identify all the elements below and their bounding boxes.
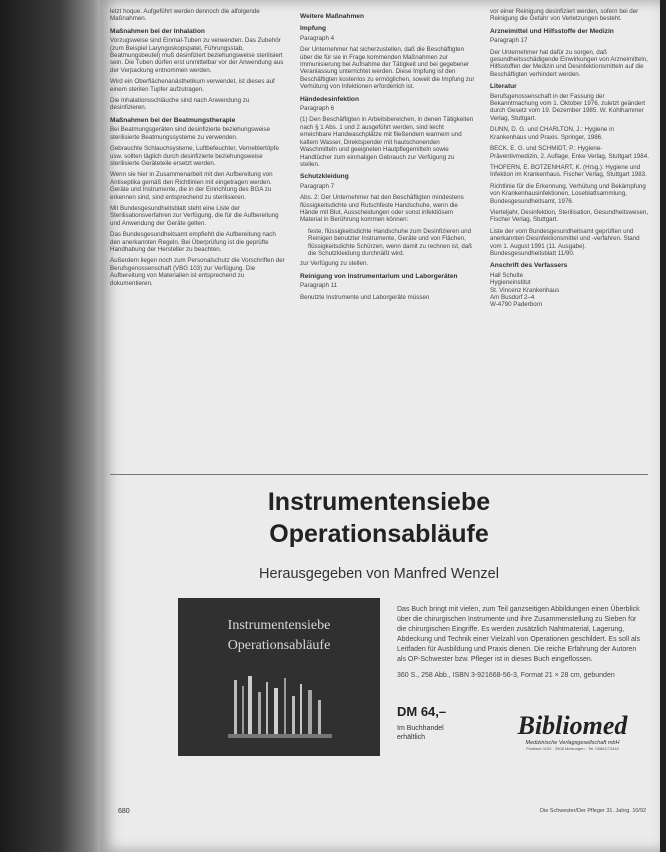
book-cover-title (178, 616, 380, 656)
paragraph: Benutzte Instrumente und Laborgeräte müssen (300, 293, 430, 301)
ad-title-line: Operationsabläufe (269, 520, 489, 548)
author-address-line: Am Busdorf 2–4 (490, 294, 535, 301)
section-heading: Maßnahmen bei der Beatmungstherapie (110, 116, 236, 124)
list-item: • feste, flüssigkeitsdichte Handschuhe zum Desinfizieren und Reinigen benutzter Instrumente, Geräte und von Flächen, (308, 228, 475, 243)
column-intro: letzt hoque. Aufgeführt werden dennoch die alfolgende Maßnahmen. (110, 8, 260, 23)
section-heading: Maßnahmen bei der Inhalation (110, 27, 205, 35)
paragraph: Außerdem liegen noch zum Personalschutz die Vorschriften der Berufsgenossenschaft (VBG 103) zur Verfügung. Die Aufbereitung von Materialien ist entsprechend zu dokumentieren. (110, 257, 285, 287)
paragraph-ref: Paragraph 6 (300, 105, 335, 113)
bullet-list (300, 228, 475, 258)
literature-entry: BECK, E. G. und SCHMIDT, P.: Hygiene-Präventivmedizin, 2. Auflage, Enke Verlag, Stuttgart 1984. (490, 145, 649, 160)
list-item: • flüssigkeitsdichte Schürzen, wenn damit zu rechnen ist, daß die Schutzkleidung durchnäßt wird. (308, 243, 475, 258)
author-address-line: St. Vincenz Krankenhaus (490, 286, 560, 294)
ad-title (110, 486, 648, 550)
section-heading: Weitere Maßnahmen (300, 13, 364, 20)
paragraph: Bei Beatmungsgeräten sind desinfizierte beziehungsweise sterilisierte Beatmungssysteme zu verwenden. (110, 126, 270, 141)
section-heading: Arzneimittel und Hilfsstoffe der Medizin (490, 27, 614, 35)
paragraph: Vorzugsweise sind Einmal-Tuben zu verwenden. Das Zubehör (zum Beispiel Laryngoskopspatel, Führungsstab, Beatmungsbeutel) muß desinfiziert beziehungsweise sterilisiert sein. Die Tuben dürfen erst unmittelbar vor der Anwendung aus der Verpackung entnommen werden. (110, 37, 284, 74)
section-heading: Schutzkleidung (300, 173, 349, 181)
book-cover (178, 598, 380, 756)
ad-subtitle: Herausgegeben von Manfred Wenzel (259, 566, 499, 582)
paragraph: Wenn sie hier in Zusammenarbeit mit den Aufbereitung von Antiseptika gemäß den Richtlinien mit eingetragen werden. Geräte und Instrumente, die in der Einrichtung des BGA zu erkennen sind, sind entsprechend zu sterilisieren. (110, 171, 273, 201)
ad-title-line: Instrumentensiebe (267, 488, 491, 516)
literature-entry: Berufsgenossenschaft in der Fassung der Bekanntmachung vom 1. Oktober 1976, zuletzt geändert durch Gesetz vom 19. Dezember 1985. W. Kohlhammer Verlag, Stuttgart. (490, 92, 646, 122)
price-note (397, 724, 444, 742)
book-cover-title-line: Operationsabläufe (227, 638, 331, 653)
paragraph: Der Unternehmer hat dafür zu sorgen, daß gesundheitsschädigende Einwirkungen von Arzneimitteln, Hilfsstoffen der Medizin und Desinfektionsmitteln auf die Beschäftigten verhindert werden. (490, 48, 648, 78)
ad-description (397, 605, 647, 687)
publisher-tagline: Medizinische Verlagsgesellschaft mbH (525, 740, 620, 746)
price-note-line: Im Buchhandel (397, 725, 444, 732)
section-heading: Reinigung von Instrumentarium und Laborgeräten (300, 272, 458, 280)
publisher-address: Postfach 1150 · 3508 Melsungen · Tel. 05661/73440 (526, 746, 619, 751)
paragraph-ref: Paragraph 17 (490, 37, 528, 45)
section-heading: Impfung (300, 25, 327, 33)
publisher-logo (485, 712, 660, 751)
literature-entry: DUNN, D. G. und CHARLTON, J.: Hygiene in Krankenhaus und Praxis. Springer, 1986. (490, 126, 614, 141)
paragraph: zur Verfügung zu stellen. (300, 260, 369, 268)
journal-footer: Die Schwester/Der Pfleger 31. Jahrg. 10/92 (540, 808, 647, 814)
paragraph-ref: Paragraph 7 (300, 182, 335, 190)
paragraph-ref: Paragraph 11 (300, 282, 338, 290)
paragraph: Die Inhalationsschläuche sind nach Anwendung zu desinfizieren. (110, 97, 250, 112)
literature-entry: Richtlinie für die Erkennung, Verhütung und Bekämpfung von Krankenhausinfektionen, Loseblattsammlung, Bundesgesundheitsamt, 1976. (490, 182, 646, 205)
page-edge (660, 0, 666, 852)
article-column-1 (110, 8, 285, 470)
article-column-3 (490, 8, 650, 448)
ad-specs: 360 S., 258 Abb., ISBN 3-921668-56-3, Format 21 × 28 cm, gebunden (397, 672, 615, 679)
literature-entry: THOFERN, E. BOTZENHART, K. (Hrsg.): Hygiene und Infektion im Krankenhaus. Fischer Verlag, Stuttgart 1983. (490, 163, 647, 179)
section-heading: Literatur (490, 83, 517, 91)
article-column-2 (300, 8, 475, 470)
paragraph: Wird ein Oberflächenanästhetikum verwendet, ist dieses auf einem sterilen Tupfer aufzutragen. (110, 78, 275, 93)
literature-entry: Vierteljahr, Desinfektion, Sterilisation, Gesundheitswesen, Fischer Verlag, Stuttgart. (490, 208, 649, 224)
paragraph: Abs. 2: Der Unternehmer hat den Beschäftigten mindestens flüssigkeitsdichte und Rutschfeste Handschuhe, wenn die Hände mit Blut, Ausscheidungen oder sonst infektiösem Material in Berührung kommen können: (300, 194, 464, 224)
paragraph: (1) Den Beschäftigten in Arbeitsbereichen, in denen Tätigkeiten nach § 1 Abs. 1 und 2 ausgeführt werden, sind leicht erreichbare Handwaschplätze mit fließendem warmem und kaltem Wasser, Direktspender mit hautschonenden Waschmitteln und geeigneten Hautpflegemitteln sowie Handtücher zum einmaligen Gebrauch zur Verfügung zu stellen. (300, 116, 474, 168)
divider (110, 474, 648, 475)
paragraph: Das Bundesgesundheitsamt empfiehlt die Aufbereitung nach den anerkannten Regeln. Bei Überprüfung ist die geprüfte Handhabung der Hersteller zu beachten. (110, 231, 276, 253)
book-cover-title-line: Instrumentensiebe (227, 618, 331, 633)
book-gutter (0, 0, 108, 852)
price: DM 64,– (397, 704, 447, 719)
author-address-line: Hall Schulte (490, 271, 524, 279)
section-heading: Händedesinfektion (300, 95, 359, 103)
paragraph-ref: Paragraph 4 (300, 34, 335, 42)
paragraph: Mit Bundesgesundheitsblatt steht eine Liste der Sterilisationsverfahren zur Verfügung, die für die Aufbereitung und Anwendung der Geräte gelten. (110, 204, 279, 227)
page-number: 680 (118, 808, 130, 815)
ad-description-text: Das Buch bringt mit vielen, zum Teil ganzseitigen Abbildungen einen Überblick über die chirurgischen Instrumente und ihre Zusammenstellung zu Sieben für die chirurgischen Eingriffe. Es werden zusätzlich Nahtmaterial, Lagerung, Abdeckung und Technik einer Vielzahl von Operationen geschildert. Es soll als Leitfaden für Ausbildung und Praxis dienen. Die reiche Erfahrung der Autoren als OP-Schwester bzw. Pfleger ist in dieses Buch eingeflossen. (397, 606, 640, 663)
publisher-name: Bibliomed (517, 711, 628, 740)
author-address-line: Hygieneinstitut (490, 279, 531, 287)
price-note-line: erhältlich (397, 734, 426, 741)
instruments-illustration (228, 670, 332, 740)
paragraph: Gebrauchte Schlauchsysteme, Luftbefeuchter, Verneblertöpfe usw. sollten täglich durch desinfizierte beziehungsweise sterilisierte Geräteteile ersetzt werden. (110, 145, 279, 167)
literature-entry: Liste der vom Bundesgesundheitsamt geprüften und anerkannten Desinfektionsmittel und -verfahren. Stand vom 1. August 1991 (11. Ausgabe). Bundesgesundheitsblatt 11/90. (490, 227, 640, 257)
section-heading: Anschrift des Verfassers (490, 262, 568, 270)
column-intro: vor einer Reinigung desinfiziert werden, sofern bei der Reinigung die Gefahr von Verletzungen besteht. (490, 8, 639, 23)
paragraph: Der Unternehmer hat sicherzustellen, daß die Beschäftigten über die für sie in Frage kommenden Maßnahmen zur Immunisierung bei Aufnahme der Tätigkeit und bei gegebener Veranlassung unterrichtet werden. Diese Impfung ist den Beschäftigten kostenlos zu ermöglichen, soweit die Impfung zur Verhütung von Infektionen erforderlich ist. (300, 46, 475, 91)
author-address-line: W-4790 Paderborn (490, 301, 543, 309)
